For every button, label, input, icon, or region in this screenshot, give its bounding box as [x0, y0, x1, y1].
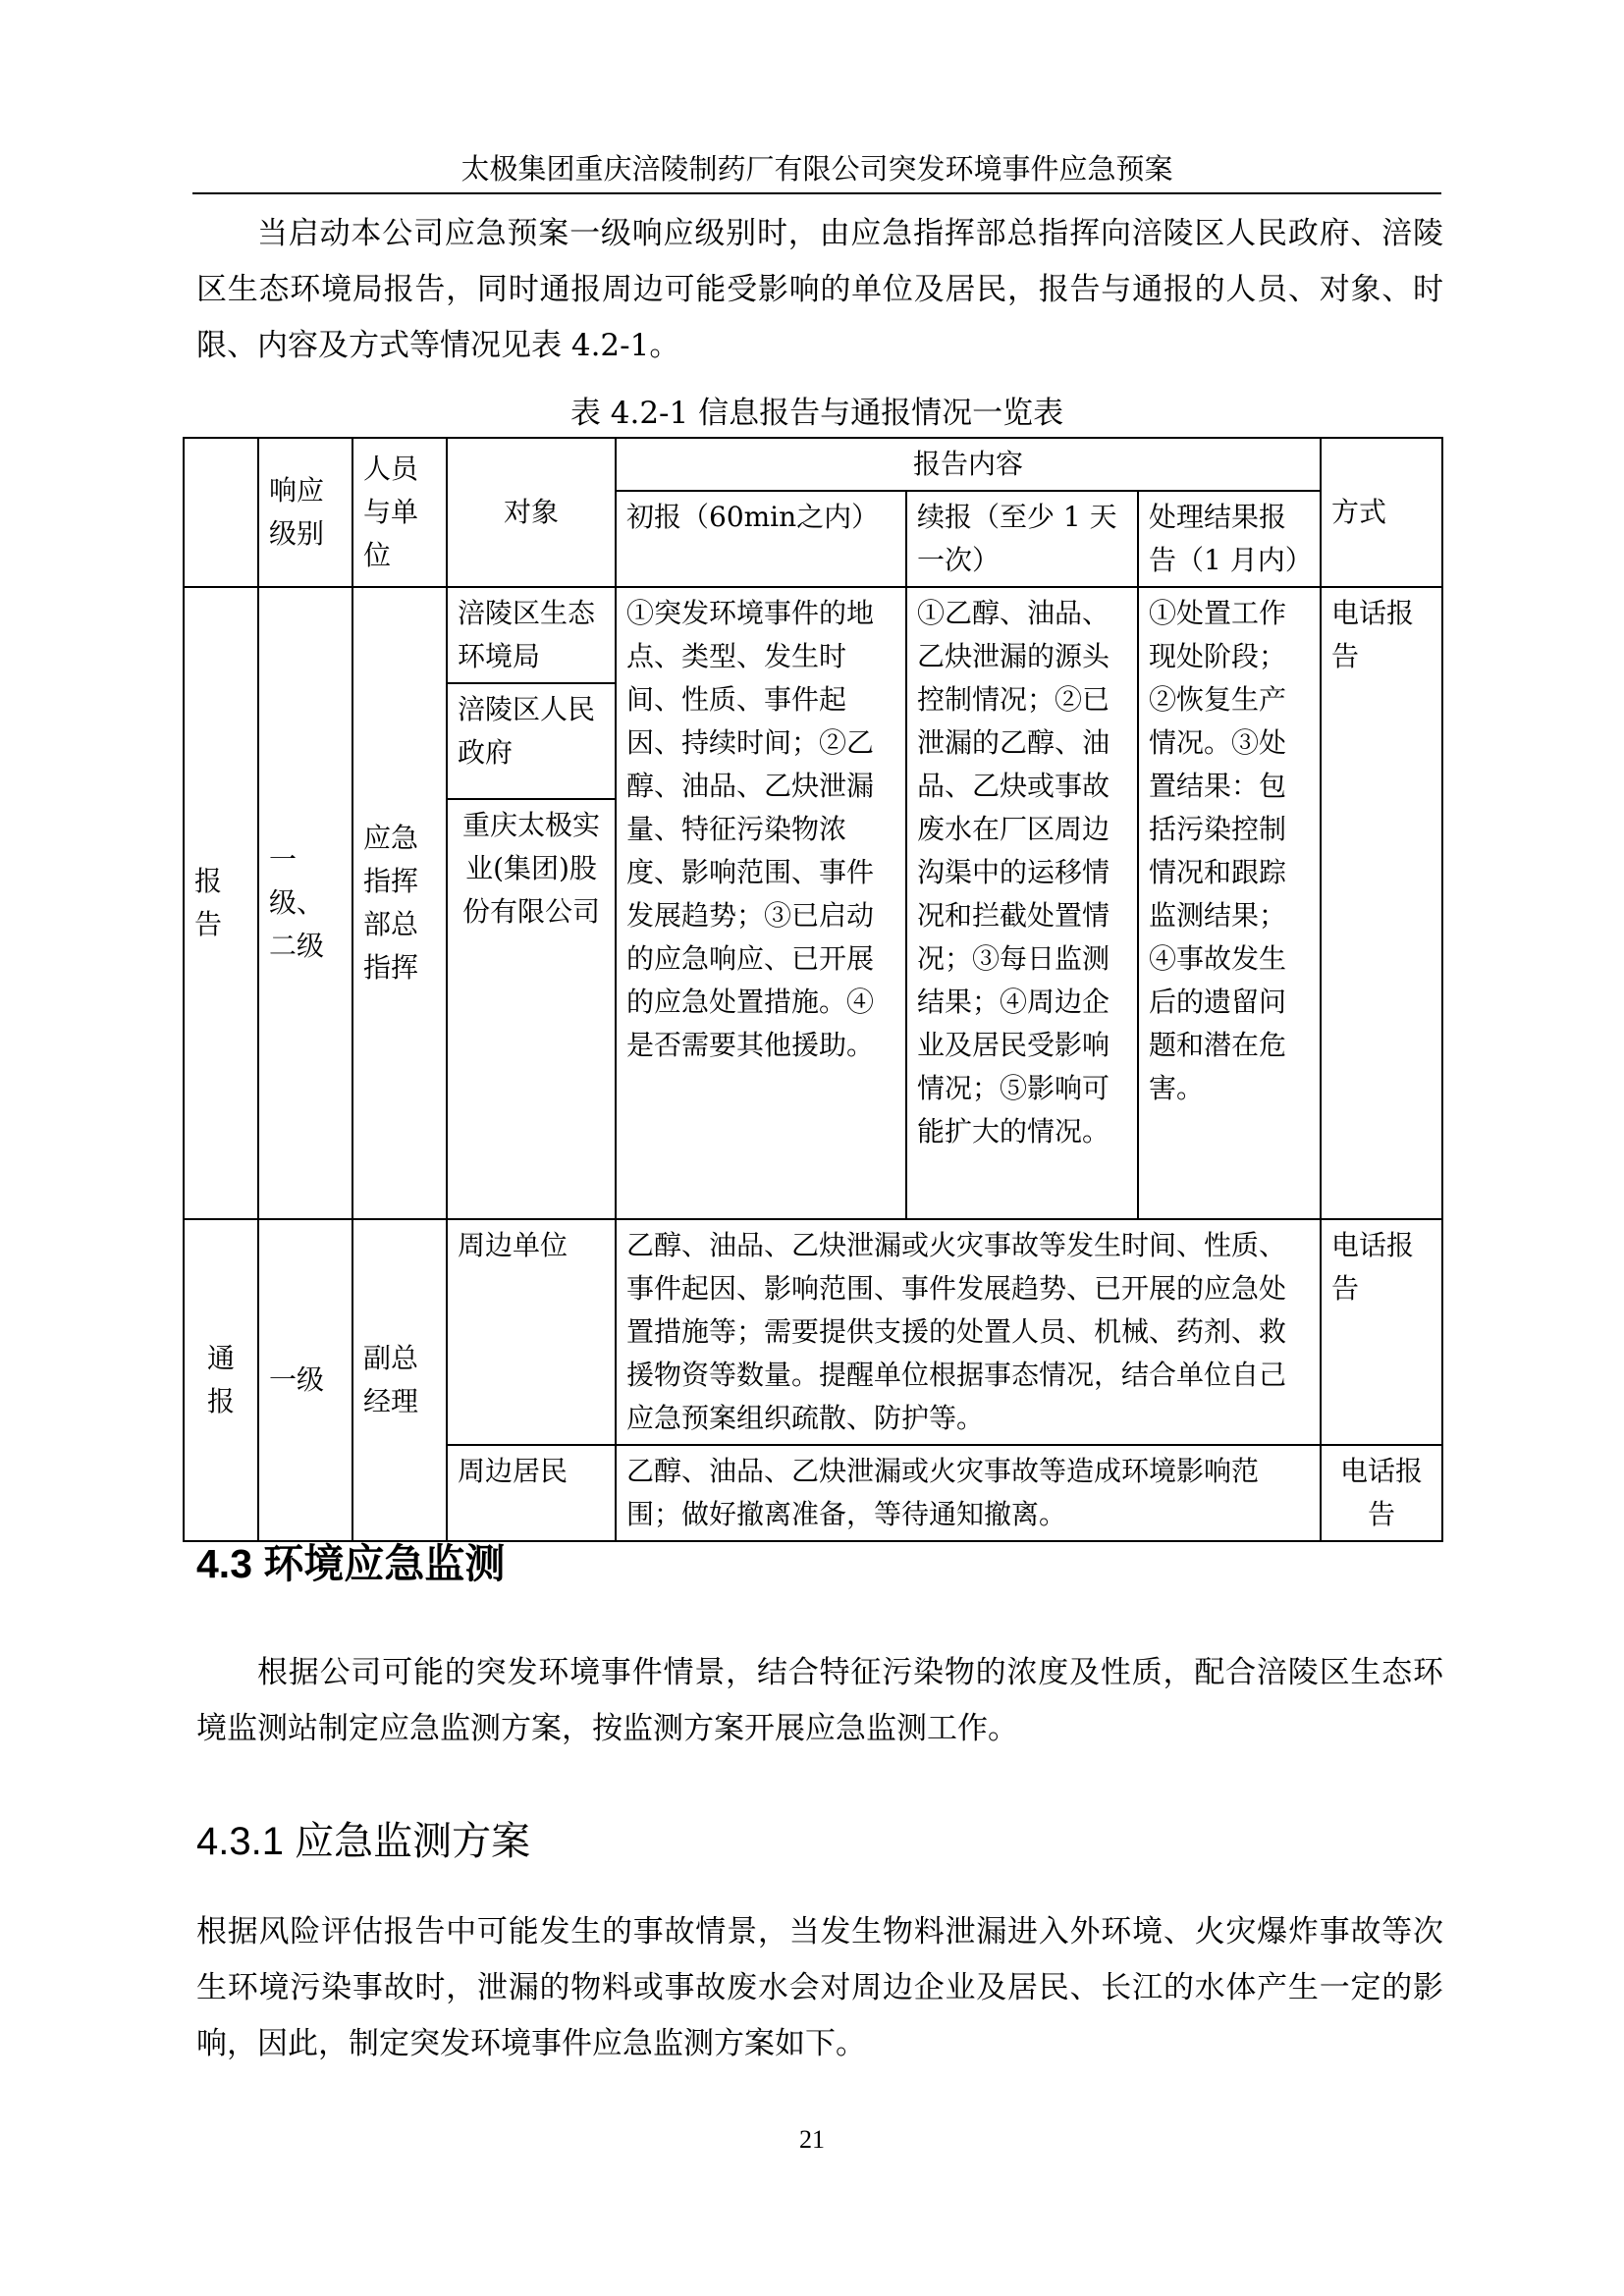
header-method: 方式 — [1321, 438, 1442, 587]
report-result-content: ①处置工作现处阶段；②恢复生产情况。③处置结果：包括污染控制情况和跟踪监测结果；④事故发生后的遗留问题和潜在危害。 — [1138, 587, 1321, 1219]
report-initial-content: ①突发环境事件的地点、类型、发生时间、性质、事件起因、持续时间；②乙醇、油品、乙炔泄漏量、特征污染物浓度、影响范围、事件发展趋势；③已启动的应急响应、已开展的应急处置措施。④是否需要其他援助。 — [616, 587, 906, 1219]
header-level: 响应级别 — [258, 438, 352, 587]
notify-target-2: 周边居民 — [447, 1445, 616, 1541]
notify-target-1: 周边单位 — [447, 1219, 616, 1445]
section-4-3-title: 4.3 环境应急监测 — [196, 1541, 506, 1586]
header-rule — [192, 192, 1441, 194]
info-report-table — [183, 437, 1443, 1542]
report-person: 应急指挥部总指挥 — [352, 587, 447, 1219]
notify-content-2: 乙醇、油品、乙炔泄漏或火灾事故等造成环境影响范围；做好撤离准备，等待通知撤离。 — [616, 1445, 1321, 1541]
report-method: 电话报告 — [1321, 587, 1442, 1219]
section-4-3-body: 根据公司可能的突发环境事件情景，结合特征污染物的浓度及性质，配合涪陵区生态环境监测站制定应急监测方案，按监测方案开展应急监测工作。 — [196, 1655, 1443, 1746]
section-4-3-1-body: 根据风险评估报告中可能发生的事故情景，当发生物料泄漏进入外环境、火灾爆炸事故等次生环境污染事故时，泄漏的物料或事故废水会对周边企业及居民、长江的水体产生一定的影响，因此，制定突发环境事件应急监测方案如下。 — [196, 1914, 1443, 2061]
report-target-2: 涪陵区人民政府 — [447, 683, 616, 799]
category-report: 报告 — [184, 587, 258, 1219]
notify-level: 一级 — [258, 1219, 352, 1541]
report-level: 一级、二级 — [258, 587, 352, 1219]
notify-method-2: 电话报告 — [1321, 1445, 1442, 1541]
report-target-3: 重庆太极实业(集团)股份有限公司 — [447, 799, 616, 1219]
section-4-3-1-title: 4.3.1 应急监测方案 — [196, 1820, 531, 1863]
report-followup-content: ①乙醇、油品、乙炔泄漏的源头控制情况；②已泄漏的乙醇、油品、乙炔或事故废水在厂区周边沟渠中的运移情况和拦截处置情况；③每日监测结果；④周边企业及居民受影响情况；⑤影响可能扩大的情况。 — [906, 587, 1138, 1219]
intro-paragraph: 当启动本公司应急预案一级响应级别时，由应急指挥部总指挥向涪陵区人民政府、涪陵区生态环境局报告，同时通报周边可能受影响的单位及居民，报告与通报的人员、对象、时限、内容及方式等情况见表 4.2-1。 — [196, 216, 1443, 363]
header-result: 处理结果报告（1 月内） — [1138, 491, 1321, 587]
header-report-content: 报告内容 — [616, 438, 1321, 491]
category-notify: 通报 — [184, 1219, 258, 1541]
header-target: 对象 — [447, 438, 616, 587]
notify-person: 副总经理 — [352, 1219, 447, 1541]
header-initial: 初报（60min之内） — [616, 491, 906, 587]
notify-content-1: 乙醇、油品、乙炔泄漏或火灾事故等发生时间、性质、事件起因、影响范围、事件发展趋势、已开展的应急处置措施等；需要提供支援的处置人员、机械、药剂、救援物资等数量。提醒单位根据事态情况，结合单位自己应急预案组织疏散、防护等。 — [616, 1219, 1321, 1445]
corner-cell — [184, 438, 258, 587]
page-header: 太极集团重庆涪陵制药厂有限公司突发环境事件应急预案 — [460, 152, 1173, 186]
report-target-1: 涪陵区生态环境局 — [447, 587, 616, 683]
header-person: 人员与单位 — [352, 438, 447, 587]
page-number: 21 — [799, 2125, 825, 2154]
header-followup: 续报（至少 1 天一次） — [906, 491, 1138, 587]
table-caption: 表 4.2-1 信息报告与通报情况一览表 — [569, 396, 1064, 431]
notify-method-1: 电话报告 — [1321, 1219, 1442, 1445]
